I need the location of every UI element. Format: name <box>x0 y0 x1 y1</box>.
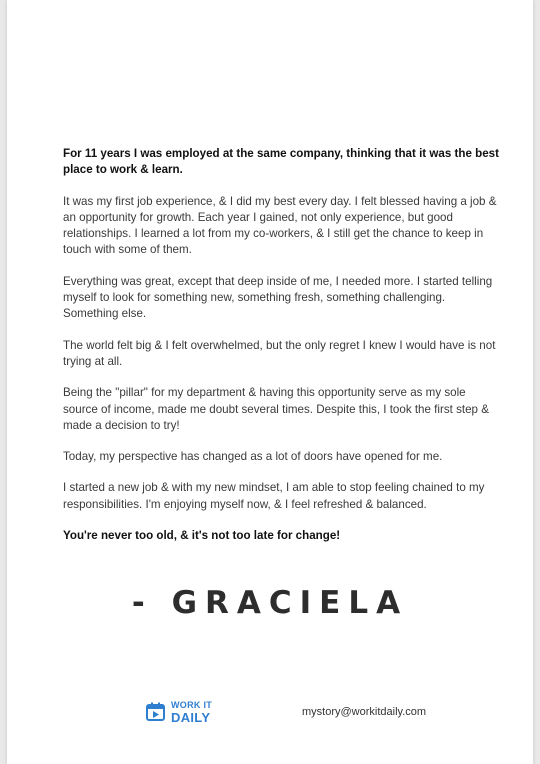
logo-wordmark <box>171 700 212 724</box>
story-paragraph-5: Today, my perspective has changed as a lot of doors have opened for me. <box>63 450 443 464</box>
document-page <box>7 0 533 764</box>
story-paragraph-1: It was my first job experience, & I did my best every day. I felt blessed having a job & an opportunity for growth. Each year I gained, not only experience, but good relationships. I learned a lot from my co-workers, & I still get the chance to keep in touch with some of them. <box>63 194 497 257</box>
story-paragraph-2: Everything was great, except that deep inside of me, I needed more. I started telling myself to look for something new, something fresh, something challenging. Something else. <box>63 274 493 321</box>
calendar-play-icon <box>145 701 167 723</box>
contact-email: mystory@workitdaily.com <box>302 706 427 718</box>
story-paragraph-4: Being the "pillar" for my department & having this opportunity serve as my sole source of income, made me doubt several times. Despite this, I took the first step & made a decision to try! <box>63 386 489 432</box>
story-body <box>63 146 503 559</box>
story-intro: For 11 years I was employed at the same company, thinking that it was the best place to work & learn. <box>63 147 499 177</box>
logo-line-2: DAILY <box>171 710 211 725</box>
signature-name: - GRACIELA <box>131 585 409 621</box>
footer <box>7 700 533 730</box>
logo-line-1: WORK IT <box>171 700 213 710</box>
story-closing: You're never too old, & it's not too late for change! <box>63 529 341 543</box>
story-paragraph-3: The world felt big & I felt overwhelmed, but the only regret I knew I would have is not trying at all. <box>63 338 496 368</box>
work-it-daily-logo <box>145 700 212 724</box>
story-paragraph-6: I started a new job & with my new mindset, I am able to stop feeling chained to my responsibilities. I'm enjoying myself now, & I feel refreshed & balanced. <box>63 481 485 511</box>
